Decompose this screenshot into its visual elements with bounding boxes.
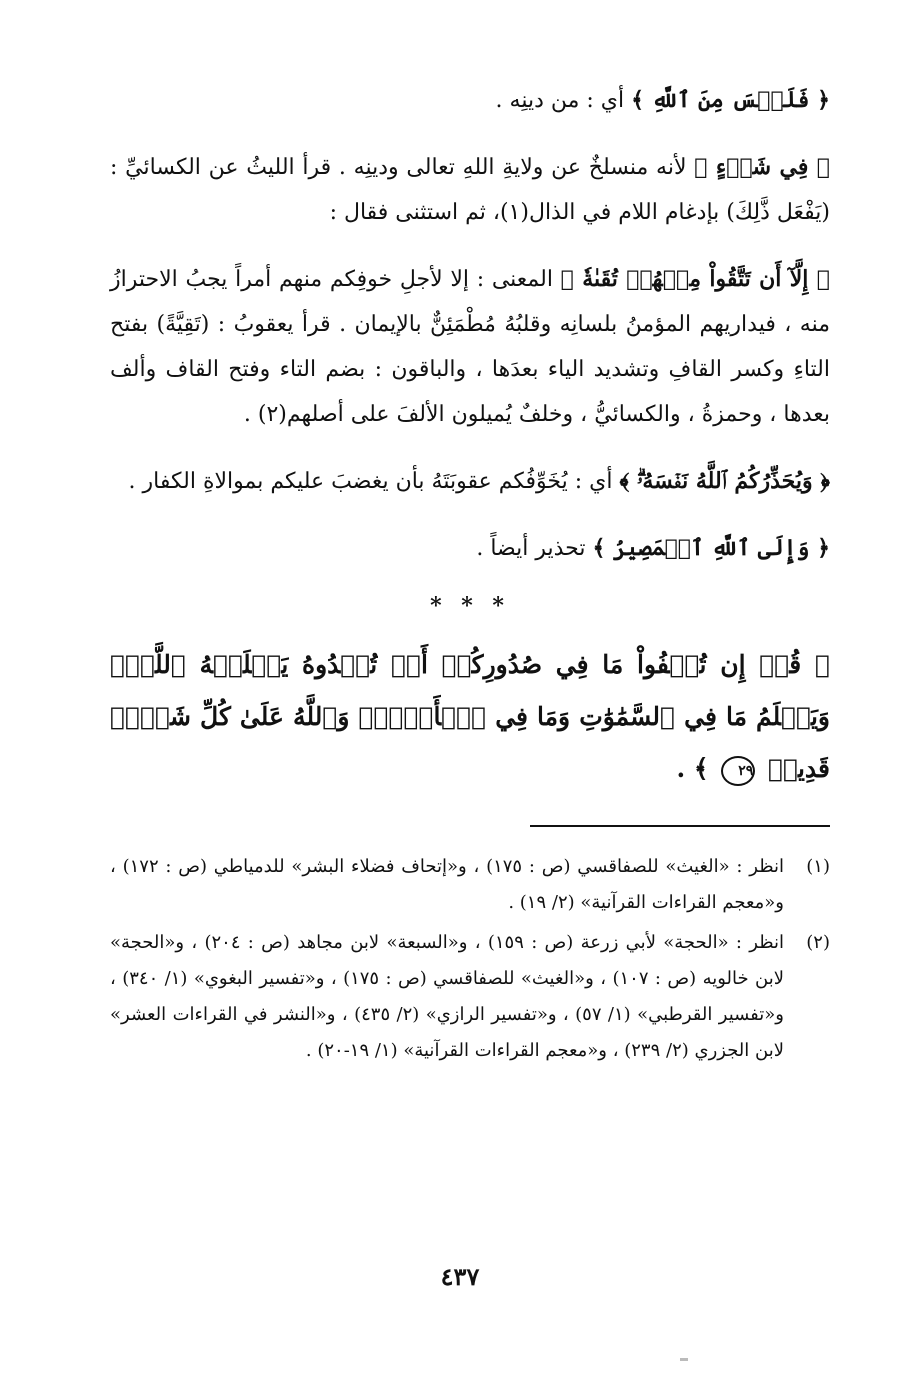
paragraph-1 bbox=[110, 78, 830, 123]
page-body bbox=[110, 78, 830, 1073]
footnote-number: (١) bbox=[806, 856, 830, 877]
quran-quote: ﴿ فِي شَيۡءٍ ﴾ bbox=[694, 154, 831, 180]
paragraph-text: أي : من دينِه . bbox=[495, 88, 625, 113]
footnote-2 bbox=[110, 925, 830, 1069]
paragraph-text: لأنه منسلخٌ عن ولايةِ اللهِ تعالى ودينِه . قرأ الليثُ عن الكسائيِّ : (يَفْعَل ذَّلِكَ) بإدغام اللام في الذال(١)، ثم استثنى فقال : bbox=[110, 155, 830, 225]
footnote-text: انظر : «الغيث» للصفاقسي (ص : ١٧٥) ، و«إتحاف فضلاء البشر» للدمياطي (ص : ١٧٢) ، و«معجم القراءات القرآنية» (٢/ ١٩) . bbox=[110, 856, 784, 913]
verse-close-bracket: ﴾ . bbox=[676, 754, 709, 783]
paragraph-5 bbox=[110, 526, 830, 571]
paragraph-4 bbox=[110, 459, 830, 504]
footnote-text: انظر : «الحجة» لأبي زرعة (ص : ١٥٩) ، و«السبعة» لابن مجاهد (ص : ٢٠٤) ، و«الحجة» لابن خالويه (ص : ١٠٧) ، و«الغيث» للصفاقسي (ص : ١٧٥) ، و«تفسير البغوي» (١/ ٣٤٠) ، و«تفسير القرطبي» (١/ ٥٧) ، و«تفسير الرازي» (٢/ ٤٣٥) ، و«النشر في القراءات العشر» لابن الجزري (٢/ ٢٣٩) ، و«معجم القراءات القرآنية» (١/ ١٩-٢٠) . bbox=[110, 932, 785, 1061]
section-separator: * * * bbox=[430, 593, 510, 619]
quran-quote: ﴿ وَيُحَذِّرُكُمُ ٱللَّهُ نَفۡسَهُۥۗ ﴾ bbox=[619, 468, 830, 494]
page-number: ٤٣٧ bbox=[440, 1262, 480, 1291]
quran-quote: ﴿ فَلَيۡسَ مِنَ ٱللَّهِ ﴾ bbox=[631, 87, 830, 113]
quran-verse bbox=[110, 639, 830, 795]
quran-quote: ﴿ إِلَّآ أَن تَتَّقُواْ مِنۡهُمۡ تُقَىٰةٗ ﴾ bbox=[560, 266, 830, 292]
footnote-1 bbox=[110, 849, 830, 921]
paragraph-text: تحذير أيضاً . bbox=[476, 536, 586, 561]
verse-text: قُلۡ إِن تُخۡفُواْ مَا فِي صُدُورِكُمۡ أَوۡ تُبۡدُوهُ يَعۡلَمۡهُ ٱللَّهُۗ وَيَعۡلَمُ مَا فِي ٱلسَّمَٰوَٰتِ وَمَا فِي ٱلۡأَرۡضِۗ وَٱللَّهُ عَلَىٰ كُلِّ شَيۡءٖ قَدِيرٞ bbox=[110, 650, 830, 783]
paragraph-text: أي : يُخَوِّفُكم عقوبَتَهُ بأن يغضبَ عليكم بموالاةِ الكفار . bbox=[128, 469, 613, 494]
ayah-number-marker: ٢٩ bbox=[721, 756, 755, 786]
paragraph-2 bbox=[110, 145, 830, 235]
footnote-divider bbox=[530, 825, 830, 827]
paragraph-text: المعنى : إلا لأجلِ خوفِكم منهم أمراً يجبُ الاحترازُ منه ، فيداريهم المؤمنُ بلسانِه وقلبُهُ مُطْمَئِنٌّ بالإيمان . قرأ يعقوبُ : (تَقِيَّةً) بفتح التاءِ وكسر القافِ وتشديد الياء بعدَها ، والباقون : بضم التاء وفتح القاف وألف بعدها ، وحمزةُ ، والكسائيُّ ، وخلفٌ يُميلون الألفَ على أصلهم(٢) . bbox=[110, 267, 830, 427]
paragraph-3 bbox=[110, 257, 830, 437]
quran-quote: ﴿ وَإِلَى ٱللَّهِ ٱلۡمَصِيرُ ﴾ bbox=[592, 535, 830, 561]
verse-open-bracket: ﴿ bbox=[814, 650, 830, 679]
scan-smudge bbox=[680, 1358, 688, 1361]
footnote-number: (٢) bbox=[806, 932, 830, 953]
